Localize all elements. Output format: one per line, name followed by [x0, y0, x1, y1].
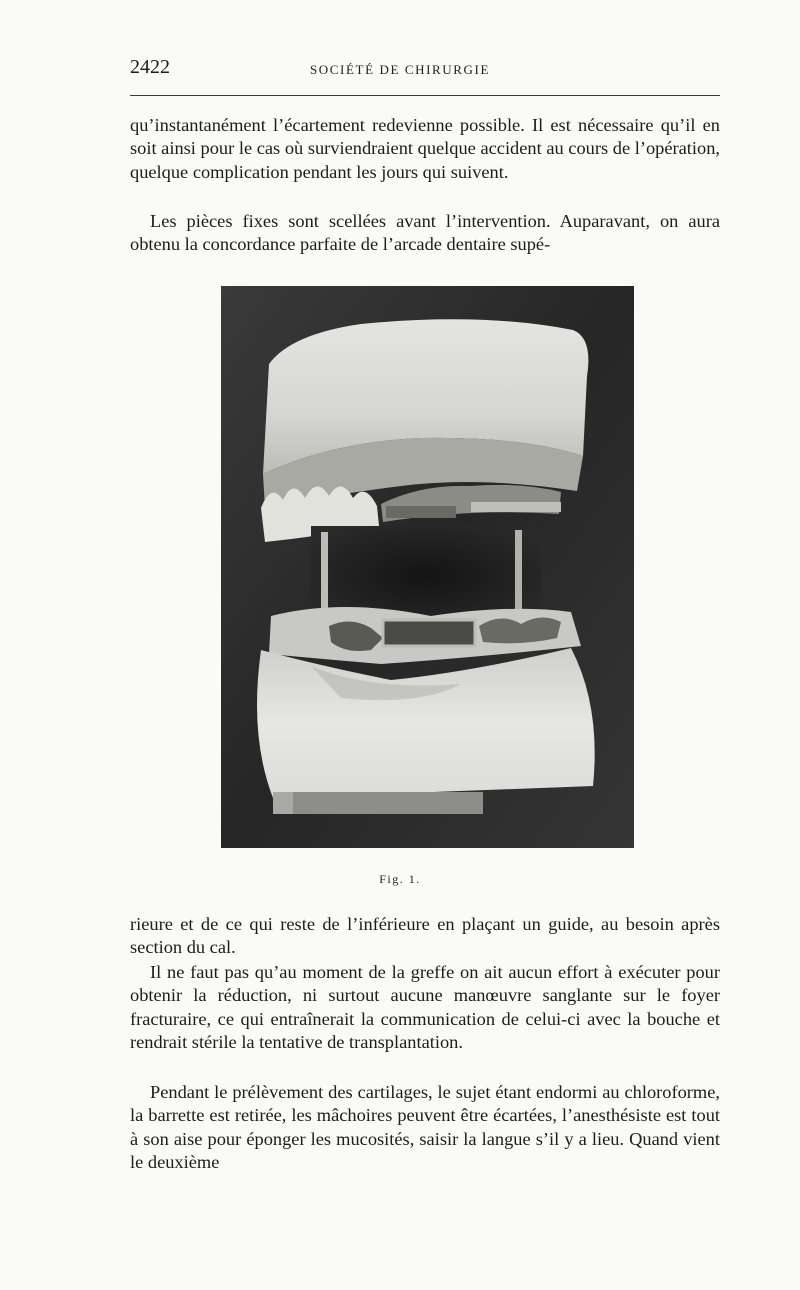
- page-number: 2422: [130, 56, 170, 78]
- running-head: SOCIÉTÉ DE CHIRURGIE: [309, 62, 491, 77]
- dental-cast-photograph: [221, 286, 634, 848]
- paragraph: Il ne faut pas qu’au moment de la greffe on ait aucun effort à exécuter pour obtenir la réduction, ni surtout aucune manœuvre sanglante sur le foyer fracturaire, ce qui entraînerait la communication de celui-ci avec la bouche et rendrait stérile la tentative de transplantation.: [130, 962, 720, 1053]
- header-rule: [130, 95, 720, 96]
- figure-caption: Fig. 1.: [379, 872, 421, 886]
- paragraph: Les pièces fixes sont scellées avant l’intervention. Auparavant, on aura obtenu la concordance parfaite de l’arcade dentaire supé-: [130, 211, 720, 255]
- paragraph: Pendant le prélèvement des cartilages, le sujet étant endormi au chloroforme, la barrette est retirée, les mâchoires peuvent être écartées, l’anesthésiste est tout à son aise pour éponger les mucosités, saisir la langue s’il y a lieu. Quand vient le deuxième: [130, 1082, 720, 1173]
- paragraph: qu’instantanément l’écartement redevienne possible. Il est nécessaire qu’il en soit ainsi pour le cas où surviendraient quelque accident au cours de l’opération, quelque complication pendant les jours qui suivent.: [130, 115, 720, 182]
- paragraph: rieure et de ce qui reste de l’inférieure en plaçant un guide, au besoin après section du cal.: [130, 914, 720, 958]
